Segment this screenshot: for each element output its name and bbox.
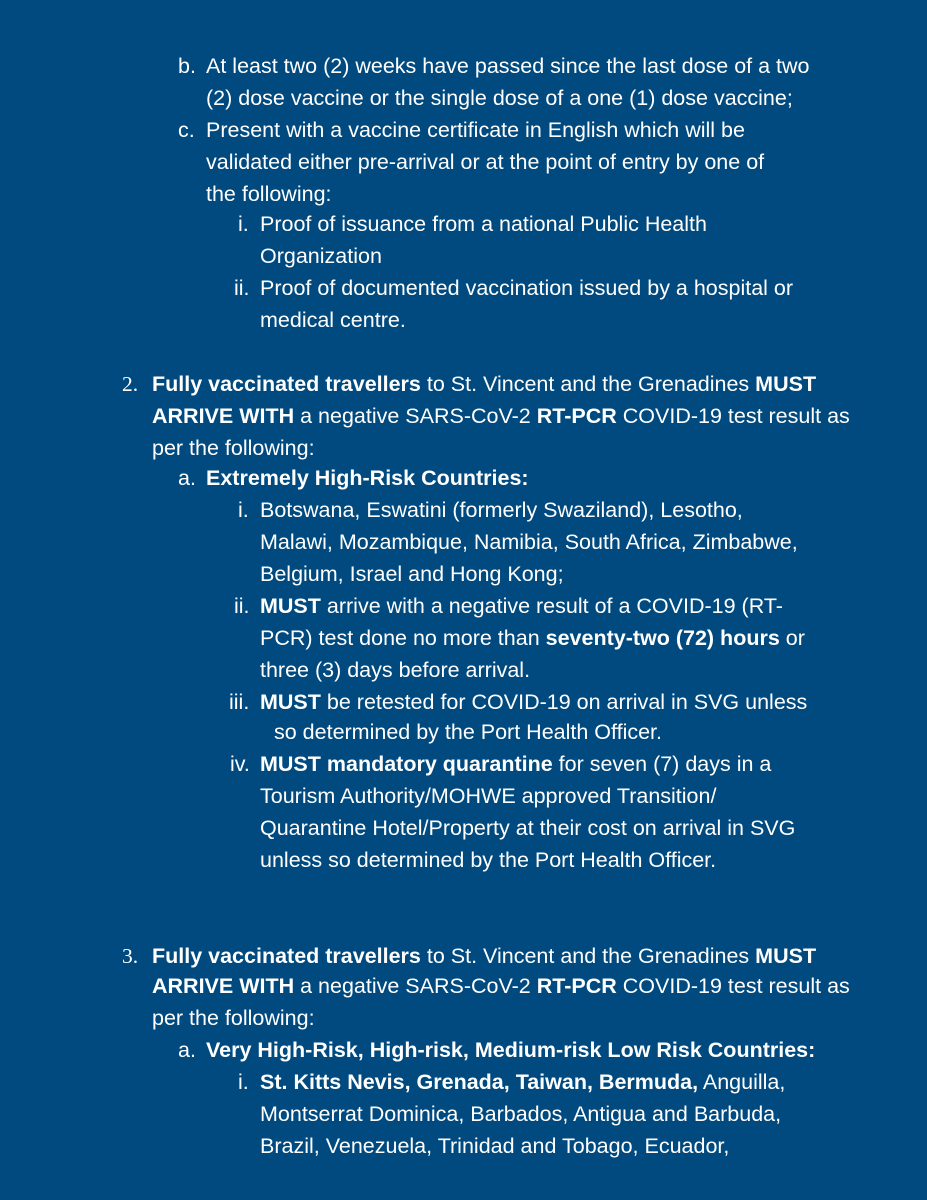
item-b-line-2: (2) dose vaccine or the single dose of a one (1) dose vaccine;	[206, 86, 793, 110]
section-3-bold-must: MUST	[755, 944, 817, 968]
section-3-bold-arrive-with: ARRIVE WITH	[152, 974, 295, 998]
section-2-line-2	[152, 400, 850, 432]
item-c-i-line-1: Proof of issuance from a national Public Health	[260, 212, 707, 236]
list-marker-2a-ii: ii.	[234, 594, 250, 618]
item-2a-ii-text: PCR) test done no more than	[260, 626, 546, 650]
item-2a-iv-line-3: Quarantine Hotel/Property at their cost on arrival in SVG	[260, 816, 796, 840]
item-2a-ii-text: or	[779, 626, 805, 650]
list-marker-c-i: i.	[238, 212, 249, 236]
item-2a-ii-line-1	[260, 590, 783, 622]
item-2a-i-line-3: Belgium, Israel and Hong Kong;	[260, 562, 564, 586]
list-marker-2a-iv: iv.	[230, 752, 250, 776]
list-marker-b: b.	[178, 54, 196, 78]
item-c-line-2: validated either pre-arrival or at the point of entry by one of	[206, 150, 765, 174]
list-marker-2: 2.	[122, 372, 139, 396]
list-marker-3: 3.	[122, 944, 139, 968]
list-marker-c: c.	[178, 118, 195, 142]
section-3a-heading: Very High-Risk, High-risk, Medium-risk Low Risk Countries:	[206, 1038, 816, 1062]
item-c-ii-line-2: medical centre.	[260, 308, 406, 332]
section-2-text: a negative SARS-CoV-2	[294, 404, 537, 428]
item-3a-i-text: Anguilla,	[698, 1070, 786, 1094]
list-marker-3a: a.	[178, 1038, 196, 1062]
item-2a-ii-text: arrive with a negative result of a COVID-19 (RT-	[320, 594, 783, 618]
section-2-bold-arrive-with: ARRIVE WITH	[152, 404, 295, 428]
item-2a-ii-bold-must: MUST	[260, 594, 321, 618]
item-2a-ii-line-3: three (3) days before arrival.	[260, 658, 531, 682]
list-marker-3a-i: i.	[238, 1070, 249, 1094]
section-2-line-1	[152, 368, 816, 400]
item-b-line-1: At least two (2) weeks have passed since the last dose of a two	[206, 54, 810, 78]
list-marker-2a: a.	[178, 466, 196, 490]
item-3a-i-line-1	[260, 1066, 785, 1098]
section-3-text: a negative SARS-CoV-2	[294, 974, 537, 998]
section-2-text: to St. Vincent and the Grenadines	[420, 372, 756, 396]
item-2a-i-line-1: Botswana, Eswatini (formerly Swaziland), Lesotho,	[260, 498, 743, 522]
item-2a-iv-text: for seven (7) days in a	[552, 752, 772, 776]
section-2-text: COVID-19 test result as	[616, 404, 850, 428]
item-c-i-line-2: Organization	[260, 244, 382, 268]
list-marker-c-ii: ii.	[234, 276, 250, 300]
item-2a-iv-line-2: Tourism Authority/MOHWE approved Transition/	[260, 784, 717, 808]
section-3-bold-rtpcr: RT-PCR	[536, 974, 617, 998]
item-2a-ii-bold-hours: seventy-two (72) hours	[545, 626, 780, 650]
section-2-line-3: per the following:	[152, 436, 315, 460]
section-2-bold-rtpcr: RT-PCR	[536, 404, 617, 428]
item-c-line-3: the following:	[206, 182, 332, 206]
section-3-bold-travellers: Fully vaccinated travellers	[152, 944, 421, 968]
item-2a-iv-bold-quarantine: MUST mandatory quarantine	[260, 752, 553, 776]
item-2a-ii-line-2	[260, 622, 805, 654]
section-2-bold-travellers: Fully vaccinated travellers	[152, 372, 421, 396]
item-3a-i-bold-countries: St. Kitts Nevis, Grenada, Taiwan, Bermuda,	[260, 1070, 699, 1094]
section-2a-heading: Extremely High-Risk Countries:	[206, 466, 529, 490]
section-3-text: to St. Vincent and the Grenadines	[420, 944, 756, 968]
section-3-line-2	[152, 970, 850, 1002]
item-2a-iii-bold-must: MUST	[260, 690, 321, 714]
item-2a-i-line-2: Malawi, Mozambique, Namibia, South Africa, Zimbabwe,	[260, 530, 798, 554]
section-2-bold-must: MUST	[755, 372, 817, 396]
item-2a-iv-line-1	[260, 748, 771, 780]
section-3-text: COVID-19 test result as	[616, 974, 850, 998]
section-3-line-3: per the following:	[152, 1006, 315, 1030]
list-marker-2a-iii: iii.	[229, 690, 250, 714]
item-3a-i-line-3: Brazil, Venezuela, Trinidad and Tobago, Ecuador,	[260, 1134, 730, 1158]
item-3a-i-line-2: Montserrat Dominica, Barbados, Antigua and Barbuda,	[260, 1102, 782, 1126]
list-marker-2a-i: i.	[238, 498, 249, 522]
item-2a-iii-line-2: so determined by the Port Health Officer.	[274, 720, 662, 744]
item-c-ii-line-1: Proof of documented vaccination issued by a hospital or	[260, 276, 794, 300]
item-2a-iii-line-1	[260, 686, 807, 718]
section-3-line-1	[152, 940, 816, 972]
item-2a-iv-line-4: unless so determined by the Port Health Officer.	[260, 848, 717, 872]
item-c-line-1: Present with a vaccine certificate in English which will be	[206, 118, 745, 142]
item-2a-iii-text: be retested for COVID-19 on arrival in SVG unless	[320, 690, 808, 714]
